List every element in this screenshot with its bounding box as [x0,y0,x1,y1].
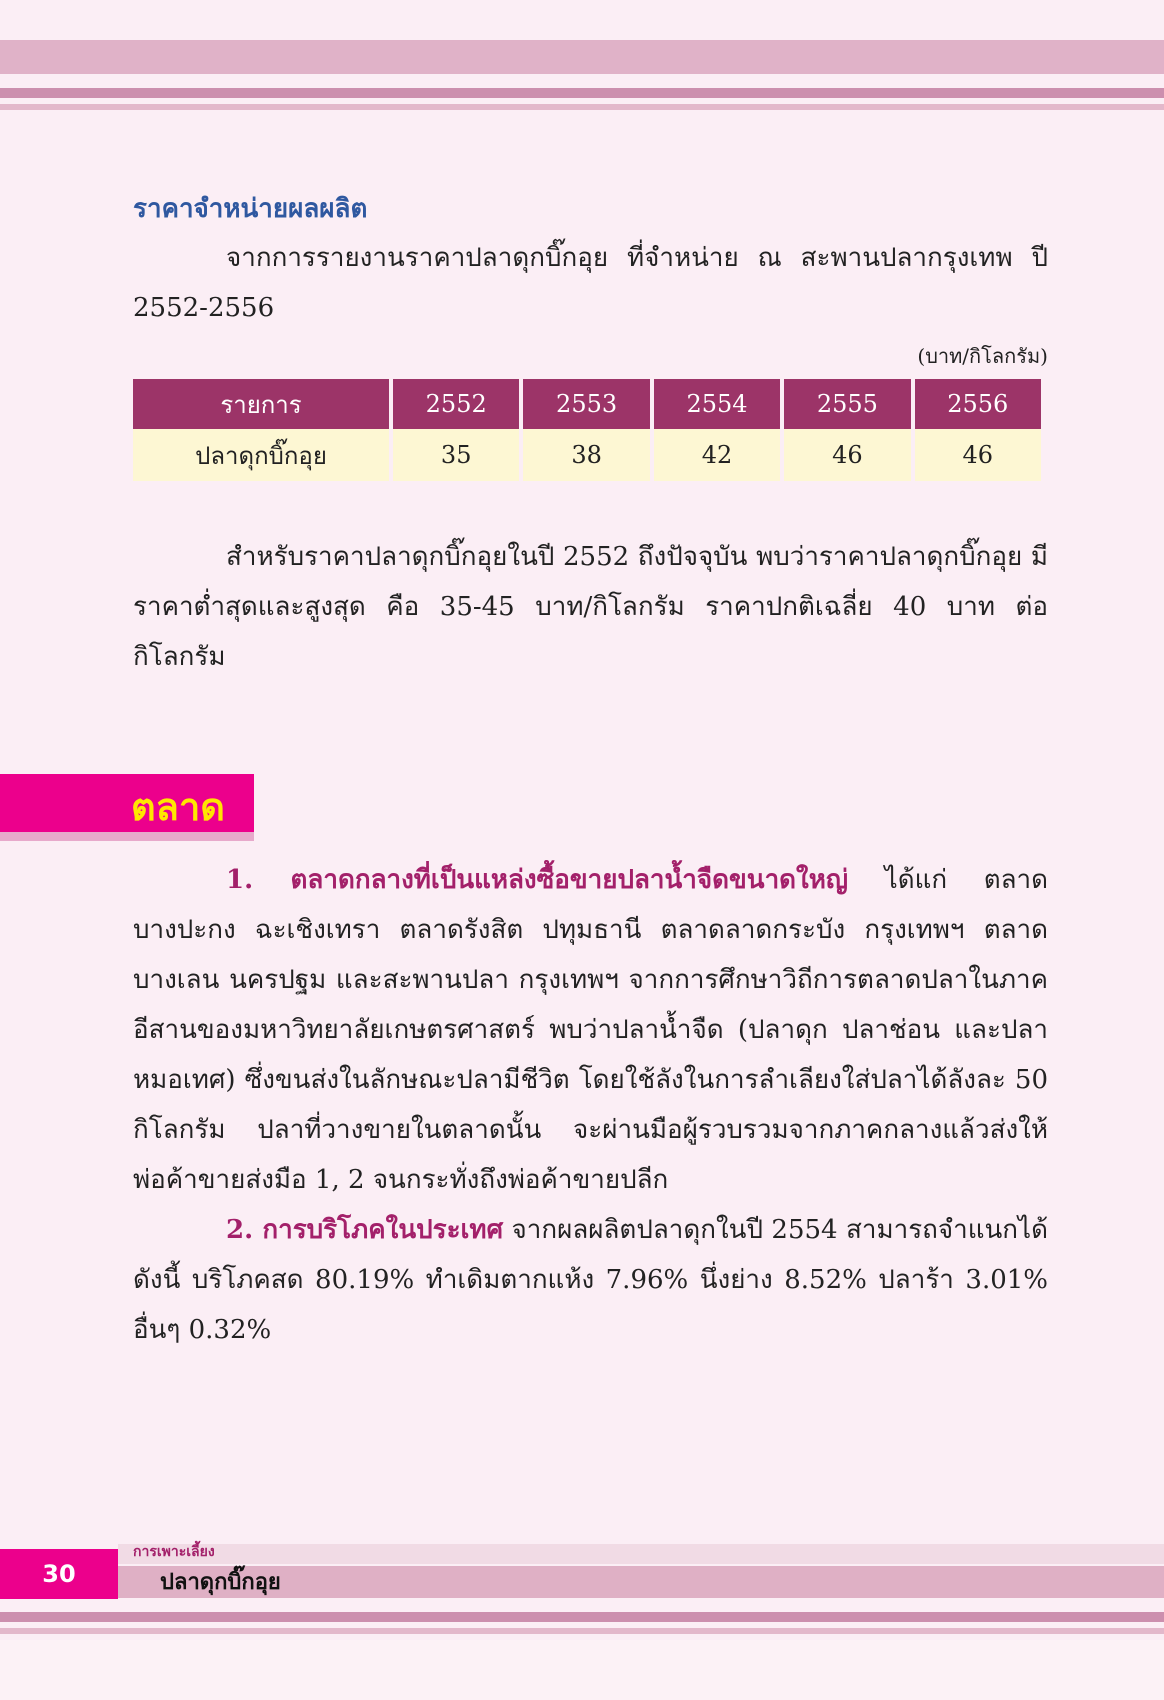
market-item-2-body: จากผลผลิตปลาดุกในปี 2554 สามารถจำแนกได้ดังนี้ บริโภคสด 80.19% ทำเดิมตากแห้ง 7.96% นึ่งย่าง 8.52% ปลาร้า 3.01% อื่นๆ 0.32% [133,1215,1048,1345]
header-rule [0,88,1164,98]
table-header-cell: 2555 [784,379,910,429]
table-cell: 46 [784,429,910,481]
header-band [0,40,1164,74]
footer-rule [0,1612,1164,1622]
footer-margin [0,1640,1164,1700]
table-cell: 38 [523,429,649,481]
market-item-2 [133,1205,1048,1355]
price-heading: ราคาจำหน่ายผลผลิต [133,194,368,224]
table-cell: 46 [915,429,1041,481]
book-title: ปลาดุกบิ๊กอุย [160,1570,281,1595]
header-rule-thin [0,104,1164,110]
price-summary: สำหรับราคาปลาดุกบิ๊กอุยในปี 2552 ถึงปัจจุบัน พบว่าราคาปลาดุกบิ๊กอุย มีราคาต่ำสุดและสูงสุด คือ 35-45 บาท/กิโลกรัม ราคาปกติเฉลี่ย 40 บาท ต่อกิโลกรัม [133,542,1048,672]
series-label: การเพาะเลี้ยง [133,1544,215,1560]
table-header-cell: รายการ [133,379,389,429]
table-row [133,429,1041,481]
market-title: ตลาด [131,785,225,829]
page-number: 30 [0,1549,118,1599]
market-item-2-heading: 2. การบริโภคในประเทศ [226,1215,504,1245]
price-table [129,379,1045,481]
table-header-cell: 2552 [393,379,519,429]
table-cell: 42 [654,429,780,481]
table-header-cell: 2554 [654,379,780,429]
market-item-1-heading: 1. ตลาดกลางที่เป็นแหล่งซื้อขายปลาน้ำจืดขนาดใหญ่ [226,865,849,895]
table-cell: ปลาดุกบิ๊กอุย [133,429,389,481]
price-intro: จากการรายงานราคาปลาดุกบิ๊กอุย ที่จำหน่าย ณ สะพานปลากรุงเทพ ปี 2552-2556 [133,243,1048,323]
table-header-cell: 2553 [523,379,649,429]
market-item-1-body: ได้แก่ ตลาดบางปะกง ฉะเชิงเทรา ตลาดรังสิต ปทุมธานี ตลาดลาดกระบัง กรุงเทพฯ ตลาดบางเลน นครปฐม และสะพานปลา กรุงเทพฯ จากการศึกษาวิถีการตลาดปลาในภาคอีสานของมหาวิทยาลัยเกษตรศาสตร์ พบว่าปลาน้ำจืด (ปลาดุก ปลาช่อน และปลาหมอเทศ) ซึ่งขนส่งในลักษณะปลามีชีวิต โดยใช้ลังในการลำเลียงใส่ปลาได้ลังละ 50 กิโลกรัม ปลาที่วางขายในตลาดนั้น จะผ่านมือผู้รวบรวมจากภาคกลางแล้วส่งให้พ่อค้าขายส่งมือ 1, 2 จนกระทั่งถึงพ่อค้าขายปลีก [133,865,1048,1195]
market-item-1 [133,855,1048,1205]
table-header-row [133,379,1041,429]
unit-note: (บาท/กิโลกรัม) [917,344,1048,368]
footer-rule-thin [0,1628,1164,1634]
footer-band [118,1544,1164,1564]
table-header-cell: 2556 [915,379,1041,429]
table-cell: 35 [393,429,519,481]
